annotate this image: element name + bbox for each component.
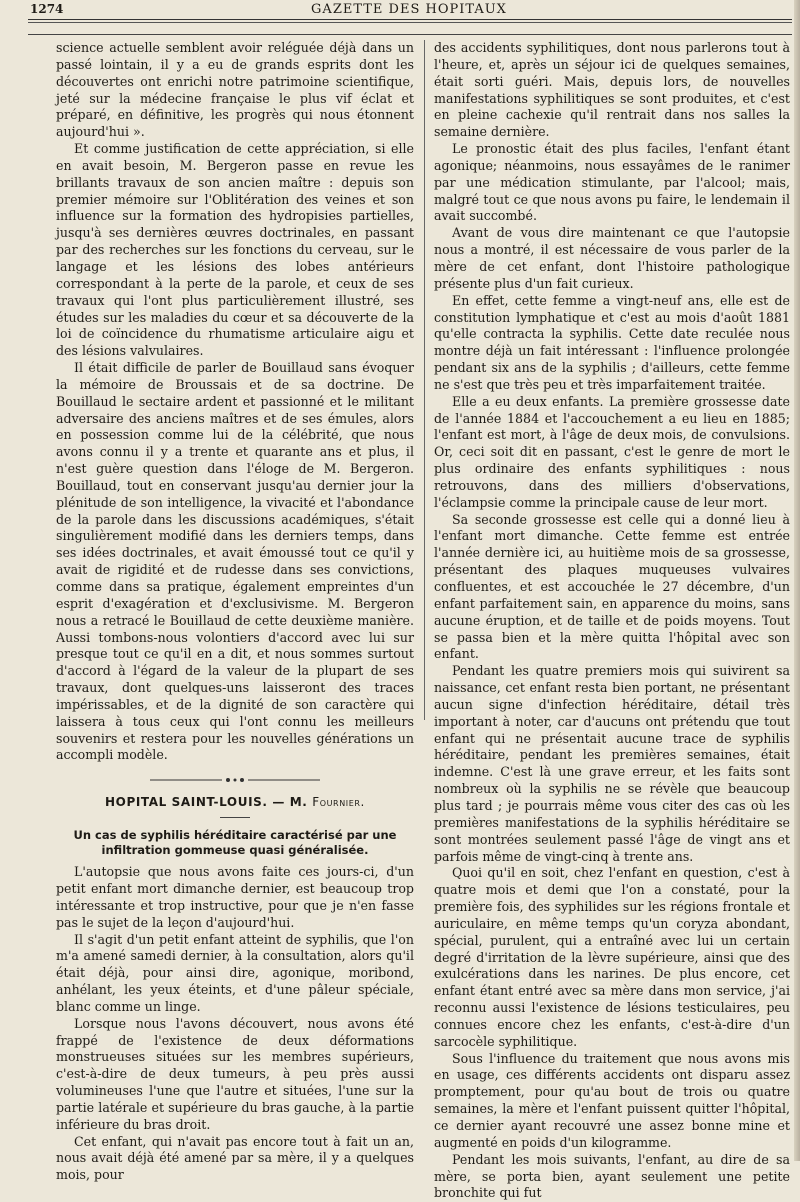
left-column [56,40,414,1184]
section-author: Fournier. [312,795,365,810]
paragraph: Et comme justification de cette appréciation, si elle en avait besoin, M. Bergeron passe en revue les brillants travaux de son ancien maître : depuis son premier mémoire sur l'Oblitération des veines et son influence sur la formation des hydropisies partielles, jusqu'à ses dernières œuvres doctrinales, en passant par des recherches sur les fonctions du cerveau, sur le langage et les lésions des lobes antérieurs correspondant à la perte de la parole, et ceux de ses travaux qui l'ont plus particulièrement illustré, ses études sur les maladies du cœur et sa découverte de la loi de coïncidence du rhumatisme articulaire aigu et des lésions valvulaires. [56,141,414,359]
paragraph: L'autopsie que nous avons faite ces jours-ci, d'un petit enfant mort dimanche dernier, est beaucoup trop intéressante et trop instructive, pour que je n'en fasse pas le sujet de la leçon d'aujourd'hui. [56,864,414,930]
header-rule [28,19,792,20]
running-head [30,2,788,18]
article-title: Un cas de syphilis héréditaire caractérisé par une infiltration gommeuse quasi généralisée. [73,828,397,858]
paragraph: Sous l'influence du traitement que nous avons mis en usage, ces différents accidents ont disparu assez promptement, pour qu'au bout de trois ou quatre semaines, la mère et l'enfant puissent quitter l'hôpital, ce dernier ayant recouvré une assez bonne mine et augmenté en poids d'un kilogramme. [434,1050,790,1150]
paragraph: Pendant les mois suivants, l'enfant, au dire de sa mère, se porta bien, ayant seulement une petite bronchite qui fut [434,1151,790,1201]
section-hospital: HOPITAL SAINT-LOUIS. — M. [105,795,308,810]
paragraph: Lorsque nous l'avons découvert, nous avons été frappé de l'existence de deux déformations monstrueuses situées sur les membres supérieurs, c'est-à-dire de deux tumeurs, à peu près aussi volumineuses l'une que l'autre et situées, l'une sur la partie latérale et supérieure du bras gauche, à la partie inférieure du bras droit. [56,1015,414,1132]
paragraph: science actuelle semblent avoir reléguée déjà dans un passé lointain, il y a eu de grands esprits dont les découvertes ont enrichi notre patrimoine scientifique, jeté sur la médecine française le plus vif éclat et préparé, en définitive, les progrès qui nous étonnent aujourd'hui ». [56,40,414,140]
header-rule-double [28,22,792,23]
paragraph: Avant de vous dire maintenant ce que l'autopsie nous a montré, il est nécessaire de vous parler de la mère de cet enfant, dont l'histoire pathologique présente plus d'un fait curieux. [434,225,790,291]
ornament-divider [150,776,320,784]
text-columns [56,40,790,1201]
paragraph: Pendant les quatre premiers mois qui suivirent sa naissance, cet enfant resta bien portant, ne présentant aucun signe d'infection héréditaire, détail très important à noter, car d'aucuns ont prétendu que tout enfant qui ne présentait aucune trace de syphilis héréditaire, pendant les premières semaines, était indemne. C'est là une grave erreur, et les faits sont nombreux où la syphilis ne se révèle que beaucoup plus tard ; je pourrais même vous citer des cas où les premières manifestations de la syphilis héréditaire se sont montrées seulement passé l'âge de vingt ans et parfois même de vingt-cinq à trente ans. [434,663,790,864]
section-heading [56,794,414,811]
column-divider [424,40,425,720]
page-number: 1274 [30,2,64,16]
paragraph: des accidents syphilitiques, dont nous parlerons tout à l'heure, et, après un séjour ici de quelques semaines, était sorti guéri. Mais, depuis lors, de nouvelles manifestations syphilitiques se sont produites, et c'est en pleine cachexie qu'il rentrait dans nos salles la semaine dernière. [434,40,790,140]
paragraph: Il s'agit d'un petit enfant atteint de syphilis, que l'on m'a amené samedi dernier, à la consultation, alors qu'il était déjà, pour ainsi dire, agonique, moribond, anhélant, les yeux éteints, et d'une pâleur spéciale, blanc comme un linge. [56,931,414,1014]
paragraph: Elle a eu deux enfants. La première grossesse date de l'année 1884 et l'accouchement a eu lieu en 1885; l'enfant est mort, à l'âge de deux mois, de convulsions. Or, ceci soit dit en passant, c'est le genre de mort le plus ordinaire des enfants syphilitiques : nous retrouvons, dans des milliers d'observations, l'éclampsie comme la principale cause de leur mort. [434,393,790,510]
journal-title: GAZETTE DES HOPITAUX [311,2,507,17]
paragraph: Le pronostic était des plus faciles, l'enfant étant agonique; néanmoins, nous essayâmes de le ranimer par une médication stimulante, par l'alcool; mais, malgré tout ce que nous avons pu faire, le lendemain il avait succombé. [434,141,790,224]
right-column [434,40,790,1202]
page-edge-shadow [794,0,800,1161]
short-rule [220,817,250,818]
paragraph: Il était difficile de parler de Bouillaud sans évoquer la mémoire de Broussais et de sa doctrine. De Bouillaud le sectaire ardent et passionné et le militant adversaire des anciens maîtres et de ses émules, alors en possession comme lui de la célébrité, que nous avons connu il y a trente et quarante ans et plus, il n'est guère question dans l'éloge de M. Bergeron. Bouillaud, tout en conservant jusqu'au dernier jour la plénitude de son intelligence, la vivacité et l'abondance de la parole dans les discussions académiques, s'était singulièrement modifié dans les derniers temps, dans ses idées doctrinales, et avait émoussé tout ce qu'il y avait de rigidité et de rudesse dans ses convictions, comme dans sa pratique, également empreintes d'un esprit d'exagération et d'exclusivisme. M. Bergeron nous a retracé le Bouillaud de cette deuxième manière. Aussi tombons-nous volontiers d'accord avec lui sur presque tout ce qu'il en a dit, et nous sommes surtout d'accord à l'égard de la valeur de la plupart de ses travaux, dont quelques-uns laisseront des traces impérissables, et de la dignité de son caractère qui laissera à tous ceux qui l'ont connu les meilleurs souvenirs et restera pour les nouvelles générations un accompli modèle. [56,360,414,763]
paragraph: Quoi qu'il en soit, chez l'enfant en question, c'est à quatre mois et demi que l'on a constaté, pour la première fois, des syphilides sur les régions frontale et auriculaire, en même temps qu'un coryza abondant, spécial, purulent, qui a entraîné avec lui un certain degré d'irritation de la lèvre supérieure, ainsi que des exulcérations dans les narines. De plus encore, cet enfant étant entré avec sa mère dans mon service, j'ai reconnu aussi l'existence de lésions testiculaires, peu connues encore chez les enfants, c'est-à-dire d'un sarcocèle syphilitique. [434,865,790,1049]
paragraph: En effet, cette femme a vingt-neuf ans, elle est de constitution lymphatique et c'est au mois d'août 1881 qu'elle contracta la syphilis. Cette date reculée nous montre déjà un fait intéressant : l'influence prolongée pendant six ans de la syphilis ; d'ailleurs, cette femme ne s'est que très peu et très imparfaitement traitée. [434,292,790,392]
header-rule-lower [28,34,792,35]
paragraph: Sa seconde grossesse est celle qui a donné lieu à l'enfant mort dimanche. Cette femme est entrée l'année dernière ici, au huitième mois de sa grossesse, présentant des plaques muqueuses vulvaires confluentes, et est accouchée le 27 décembre, d'un enfant parfaitement sain, en apparence du moins, sans aucune éruption, et de taille et de poids moyens. Tout se passa bien et la mère quitta l'hôpital avec son enfant. [434,511,790,662]
paragraph: Cet enfant, qui n'avait pas encore tout à fait un an, nous avait déjà été amené par sa mère, il y a quelques mois, pour [56,1133,414,1183]
